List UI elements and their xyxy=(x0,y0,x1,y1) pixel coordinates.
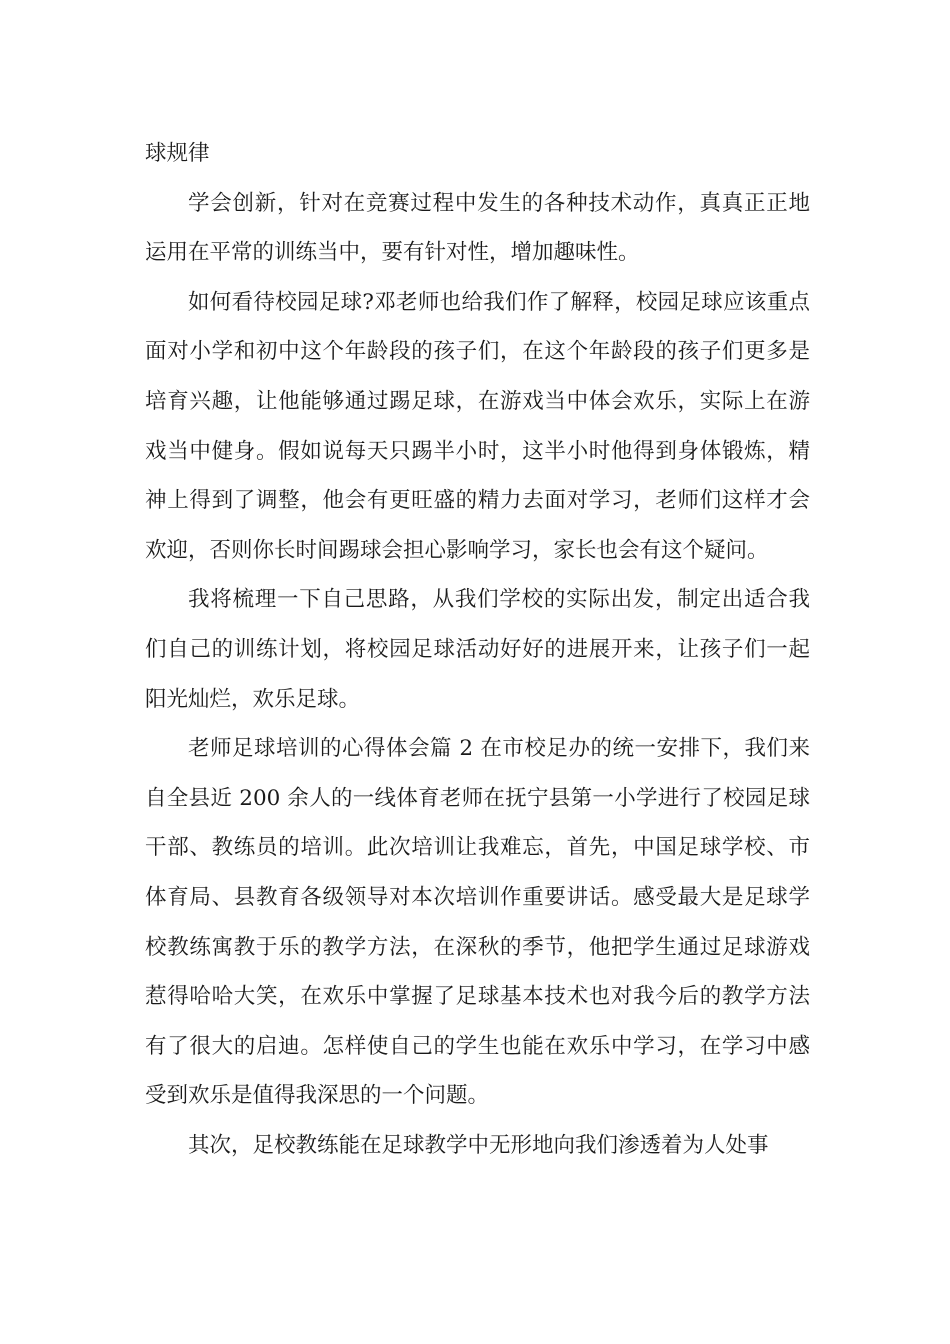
paragraph-innovation: 学会创新，针对在竞赛过程中发生的各种技术动作，真真正正地运用在平常的训练当中，要有针对性，增加趣味性。 xyxy=(145,190,810,266)
paragraph-training-plan: 我将梳理一下自己思路，从我们学校的实际出发，制定出适合我们自己的训练计划，将校园足球活动好好的进展开来，让孩子们一起阳光灿烂，欢乐足球。 xyxy=(145,587,810,712)
paragraph-article-2: 老师足球培训的心得体会篇 2 在市校足办的统一安排下，我们来自全县近 200 余人的一线体育老师在抚宁县第一小学进行了校园足球干部、教练员的培训。此次培训让我难忘，首先，中国足球学校、市体育局、县教育各级领导对本次培训作重要讲话。感受最大是足球学校教练寓教于乐的教学方法，在深秋的季节，他把学生通过足球游戏惹得哈哈大笑，在欢乐中掌握了足球基本技术也对我今后的教学方法有了很大的启迪。怎样使自己的学生也能在欢乐中学习，在学习中感受到欢乐是值得我深思的一个问题。 xyxy=(145,736,810,1109)
paragraph-secondly: 其次，足校教练能在足球教学中无形地向我们渗透着为人处事 xyxy=(188,1132,769,1158)
paragraph-continuation: 球规律 xyxy=(145,141,210,166)
paragraph-campus-football: 如何看待校园足球?邓老师也给我们作了解释，校园足球应该重点面对小学和初中这个年龄段的孩子们，在这个年龄段的孩子们更多是培育兴趣，让他能够通过踢足球，在游戏当中体会欢乐，实际上在游戏当中健身。假如说每天只踢半小时，这半小时他得到身体锻炼，精神上得到了调整，他会有更旺盛的精力去面对学习，老师们这样才会欢迎，否则你长时间踢球会担心影响学习，家长也会有这个疑问。 xyxy=(145,289,810,563)
document-body xyxy=(145,129,810,1170)
